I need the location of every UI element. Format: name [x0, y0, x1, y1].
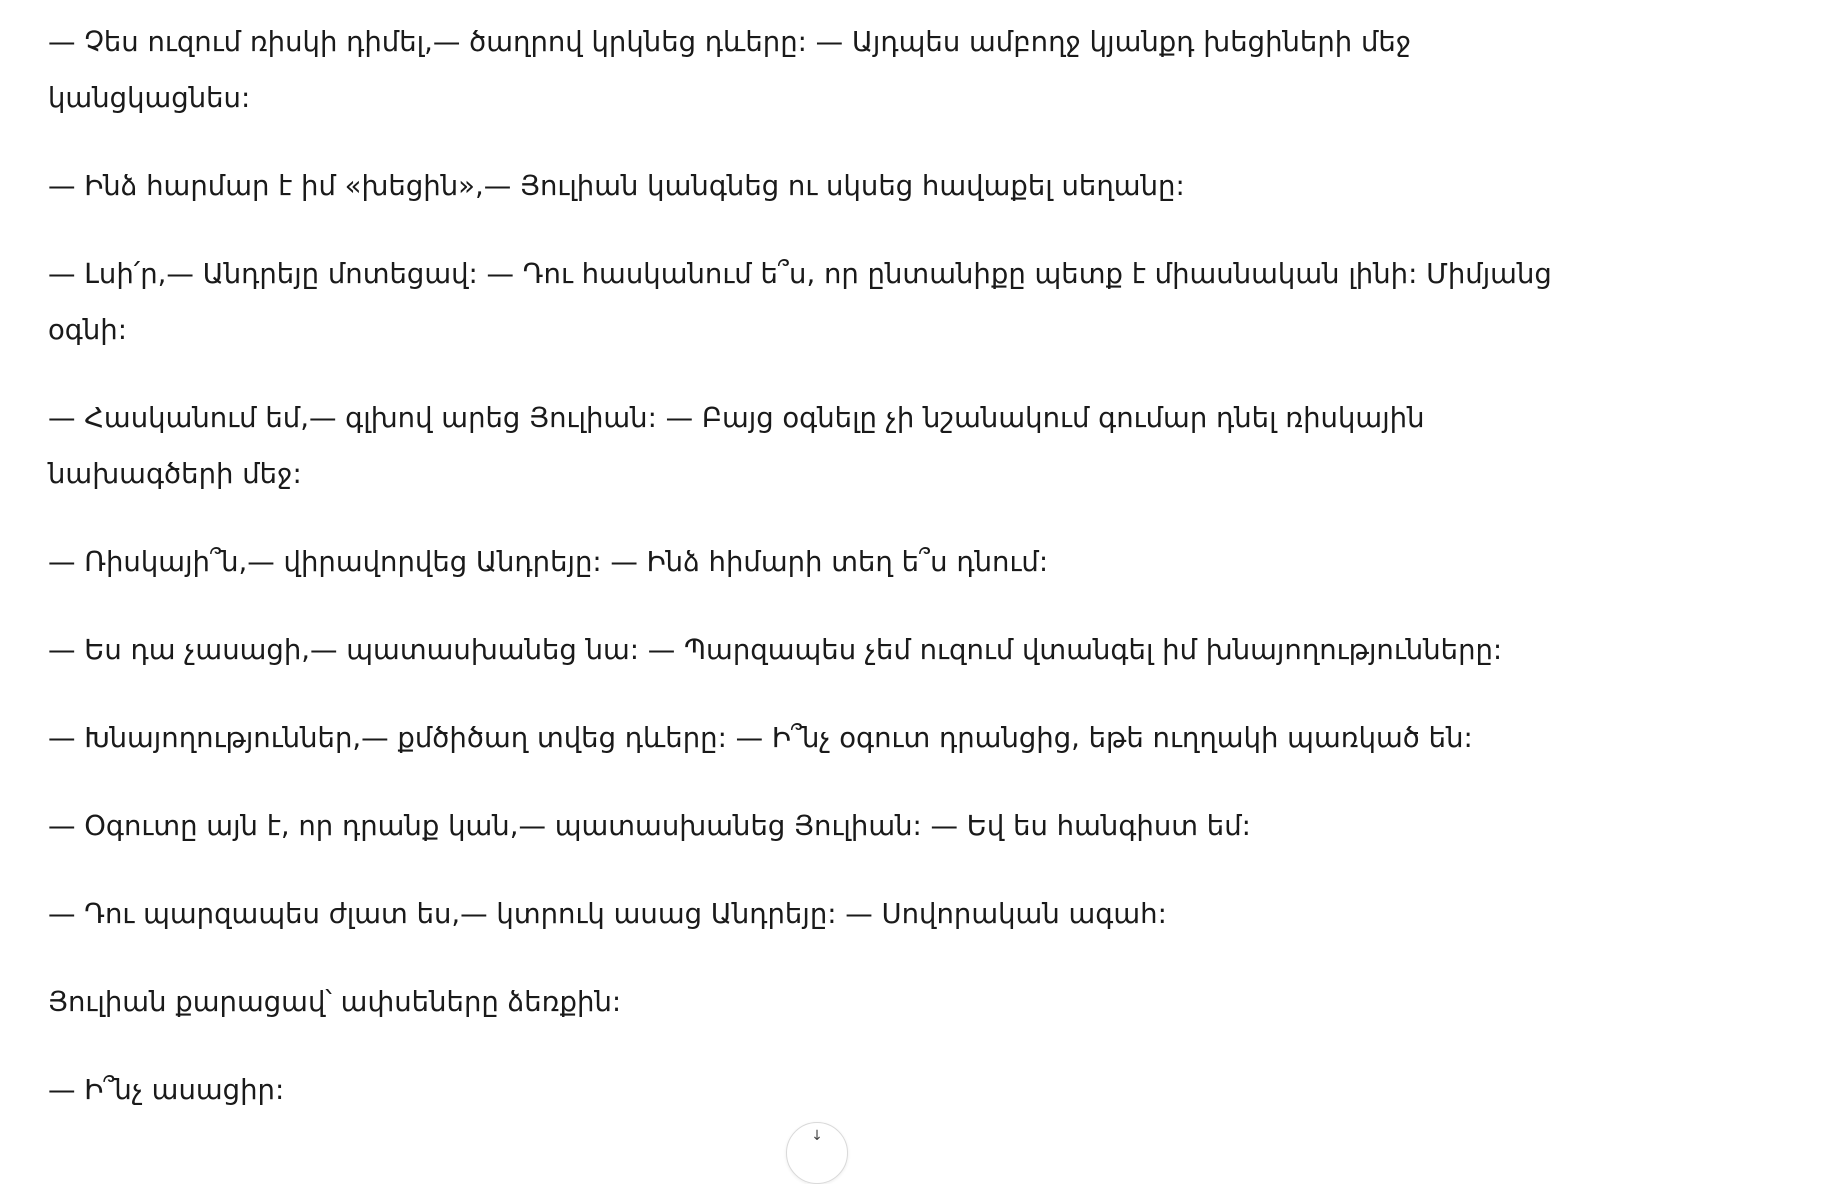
paragraph: — Օգուտը այն է, որ դրանք կան,— պատասխանեց Յուլիան: — Եվ ես հանգիստ եմ:: [48, 810, 1251, 842]
paragraph: — Ի՞նչ ասացիր:: [48, 1074, 285, 1106]
paragraph: Յուլիան քարացավ՝ ափսեները ձեռքին:: [48, 986, 622, 1018]
chevron-down-icon: ↓: [811, 1128, 823, 1144]
paragraph: — Ինձ հարմար է իմ «խեցին»,— Յուլիան կանգնեց ու սկսեց հավաքել սեղանը:: [48, 170, 1185, 202]
paragraph: — Դու պարզապես ժլատ ես,— կտրուկ ասաց Անդրեյը: — Սովորական ագահ:: [48, 898, 1167, 930]
paragraph: — Խնայողություններ,— քմծիծաղ տվեց դևերը: — Ի՞նչ օգուտ դրանցից, եթե ուղղակի պառկած են:: [48, 722, 1473, 754]
document-body: [48, 14, 1608, 1150]
scroll-down-button[interactable]: [786, 1122, 848, 1184]
paragraph: — Ես դա չասացի,— պատասխանեց նա: — Պարզապես չեմ ուզում վտանգել իմ խնայողությունները:: [48, 634, 1503, 666]
paragraph: — Ռիսկայի՞ն,— վիրավորվեց Անդրեյը: — Ինձ հիմարի տեղ ե՞ս դնում:: [48, 546, 1049, 578]
paragraph: — Չես ուզում ռիսկի դիմել,— ծաղրով կրկնեց դևերը: — Այդպես ամբողջ կյանքդ խեցիների մեջ կանցկացնես:: [48, 26, 1412, 114]
paragraph: — Լսի՛ր,— Անդրեյը մոտեցավ: — Դու հասկանում ե՞ս, որ ընտանիքը պետք է միասնական լինի: Միմյանց օգնի:: [48, 258, 1552, 346]
paragraph: — Հասկանում եմ,— գլխով արեց Յուլիան: — Բայց օգնելը չի նշանակում գումար դնել ռիսկային նախագծերի մեջ:: [48, 402, 1425, 490]
